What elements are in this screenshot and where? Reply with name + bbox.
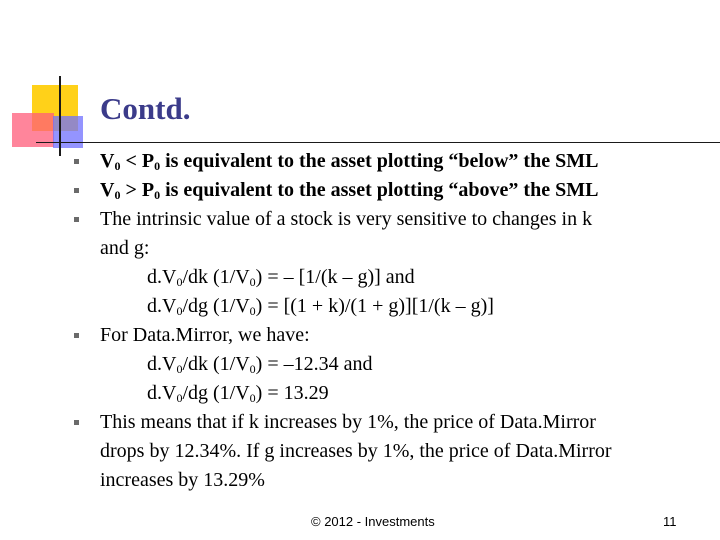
- bullet-item-above-sml: $V_0 > P_0$ is equivalent to the asset plotting “above” the SML: [70, 176, 710, 205]
- slide-title: Contd.: [100, 91, 191, 126]
- formula-dk-datamirror: $d.V_0/dk$ $(1/V_0) = -12.34$ and: [147, 353, 373, 376]
- bullet-marker: [74, 420, 79, 425]
- bullet-item-sensitivity: [70, 205, 710, 263]
- bullet-item-interpretation: [70, 408, 710, 495]
- bullet-text-line: drops by 12.34%. If g increases by 1%, the price of Data.Mirror: [100, 440, 612, 462]
- decor-square-blue: [53, 116, 83, 148]
- decor-vertical-line: [59, 76, 61, 156]
- bullet-text-line: and g:: [100, 237, 150, 259]
- formula-dk-general: $d.V_0/dk$ $(1/V_0)$ = – [1/(k – g)] and: [147, 266, 415, 289]
- slide-footer: © 2012 - Investments: [311, 514, 435, 529]
- formula-dg-datamirror: $d.V_0/dg$ $(1/V_0) = 13.29$: [147, 382, 329, 405]
- page-number: 11: [663, 514, 677, 529]
- bullet-text-line: This means that if k increases by 1%, the price of Data.Mirror: [100, 411, 596, 433]
- bullet-marker: [74, 188, 79, 193]
- bullet-text-line: The intrinsic value of a stock is very sensitive to changes in k: [100, 208, 593, 230]
- formula-dg-general: $d.V_0/dg$ $(1/V_0) = [(1 + k)/(1 + g)][1/(k - g)]$: [147, 295, 494, 318]
- bullet-item-below-sml: $V_0 < P_0$ is equivalent to the asset plotting “below” the SML: [70, 147, 710, 176]
- bullet-marker: [74, 333, 79, 338]
- bullet-text-line: increases by 13.29%: [100, 469, 265, 491]
- bullet-item-datamirror: For Data.Mirror, we have:: [70, 321, 710, 350]
- bullet-marker: [74, 217, 79, 222]
- slide-content: [70, 147, 710, 495]
- title-divider-line: [36, 142, 720, 143]
- bullet-marker: [74, 159, 79, 164]
